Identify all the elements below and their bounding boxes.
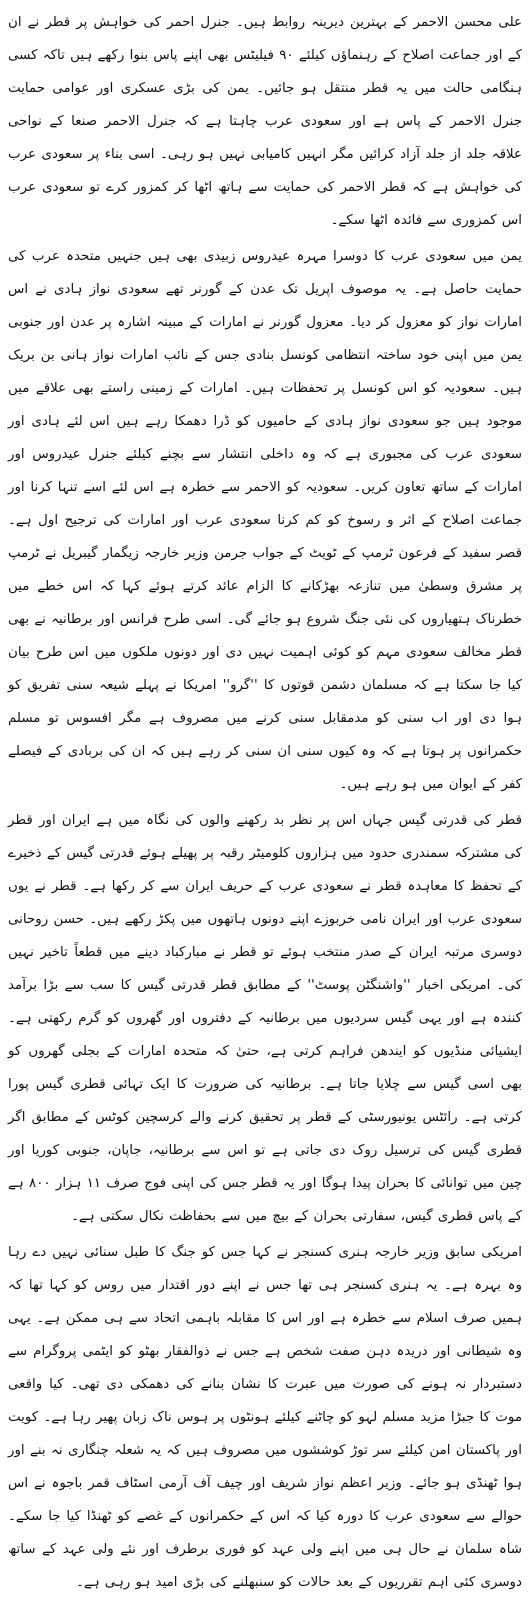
article-paragraph-4: امریکی سابق وزیر خارجہ ہنری کسنجر نے کہا جس کو جنگ کا طبل سنائی نہیں دے رہا وہ بہرہ ہے۔ یہ ہنری کسنجر ہی تھا جس نے اپنے دور اقتدار میں روس کو کہا تھا کہ ہمیں صرف اسلام سے خطرہ ہے اور اس کا مقابلہ باہمی اتحاد سے ہی ممکن ہے۔ یہی وہ شیطانی اور دریدہ دہن صفت شخص ہے جس نے ذوالفقار بھٹو کو ایٹمی پروگرام سے دستبردار نہ ہونے کی صورت میں عبرت کا نشان بنانے کی دھمکی دی تھی۔ کیا واقعی موت کا جبڑا مزید مسلم لہو کو چاٹنے کیلئے ہونٹوں پر ہوس ناک زبان پھیر رہا ہے۔ کویت اور پاکستان امن کیلئے سر توڑ کوششوں میں مصروف ہیں کہ یہ شعلہ چنگاری نہ بنے اور ہوا ٹھنڈی ہو جائے۔ وزیر اعظم نواز شریف اور چیف آف آرمی اسٹاف قمر باجوہ نے اس حوالے سے سعودی عرب کا دورہ کیا کہ اس کے حکمرانوں کے غصے کو ٹھنڈا کیا جا سکے۔ شاہ سلمان نے حال ہی میں اپنے ولی عہد کو فوری برطرف اور نئے ولی عہد کے ساتھ دوسری کئی اہم تقرریوں کے بعد حالات کو سنبھلنے کی بڑی امید ہو رہی ہے۔ [8, 1245, 522, 1590]
article-paragraph-1: علی محسن الاحمر کے بہترین دیرینہ روابط ہیں۔ جنرل احمر کی خواہش پر قطر نے ان کے اور جماعت اصلاح کے رہنماؤں کیلئے ۹۰ فیلیٹس بھی اپنے پاس بنوا رکھے ہیں تاکہ کسی ہنگامی حالت میں یہ قطر منتقل ہو جائیں۔ یمن کی بڑی عسکری اور عوامی حمایت جنرل الاحمر کے پاس ہے اور سعودی عرب چاہتا ہے کہ جنرل الاحمر صنعا کے نواحی علاقہ جلد از جلد آزاد کرائیں مگر انہیں کامیابی نہیں ہو رہی۔ اسی بناء پر سعودی عرب کی خواہش ہے کہ قطر الاحمر کی حمایت سے ہاتھ اٹھا کر کمزور کرے تو سعودی عرب اس کمزوری سے فائدہ اٹھا سکے۔ [8, 15, 522, 228]
article-paragraph-3: قطر کی قدرتی گیس جہاں اس پر نظر بد رکھنے والوں کی نگاہ میں ہے ایران اور قطر کی مشترکہ سمندری حدود میں ہزاروں کلومیٹر رقبہ پر پھیلے ہوئے قدرتی گیس کے ذخیرے کے تحفظ کا معاہدہ قطر نے سعودی عرب کے حریف ایران سے کر رکھا ہے۔ قطر نے یوں سعودی عرب اور ایران نامی خربوزے اپنے دونوں ہاتھوں میں پکڑ رکھے ہیں۔ حسن روحانی دوسری مرتبہ ایران کے صدر منتخب ہوئے تو قطر نے مبارکباد دینے میں قطعاً تاخیر نہیں کی۔ امریکی اخبار ''واشنگٹن پوسٹ'' کے مطابق قطر قدرتی گیس کا سب سے بڑا برآمد کنندہ ہے اور یہی گیس سردیوں میں برطانیہ کے دفتروں اور گھروں کو گرم رکھتی ہے۔ ایشیائی منڈیوں کو ایندھن فراہم کرتی ہے، حتیٰ کہ متحدہ امارات کے بجلی گھروں کو بھی اسی گیس سے چلایا جاتا ہے۔ برطانیہ کی ضرورت کا ایک تہائی قطری گیس پورا کرتی ہے۔ رائٹس یونیورسٹی کے قطر پر تحقیق کرنے والے کرسچین کوٹس کے مطابق اگر قطری گیس کی ترسیل روک دی جاتی ہے تو اس سے برطانیہ، جاپان، جنوبی کوریا اور چین میں توانائی کا بحران پیدا ہوگا اور یہ قطر جس کی اپنی فوج صرف ۱۱ ہزار ۸۰۰ ہے کے پاس قطری گیس، سفارتی بحران کے بیچ میں سے بحفاظت نکال سکتی ہے۔ [8, 813, 523, 1224]
article-paragraph-2: یمن میں سعودی عرب کا دوسرا مہرہ عیدروس زبیدی بھی ہیں جنہیں متحدہ عرب کی حمایت حاصل ہے۔ یہ موصوف اپریل تک عدن کے گورنر تھے سعودی نواز ہادی نے اس امارات نواز کو معزول کر دیا۔ معزول گورنر نے امارات کے مبینہ اشارہ پر عدن اور جنوبی یمن میں اپنی خود ساختہ انتظامی کونسل بنادی جس کے نائب امارات نواز ہانی بن بریک ہیں۔ سعودیہ کو اس کونسل پر تحفظات ہیں۔ امارات کے زمینی راستے بھی علاقے میں موجود ہیں جو سعودی نواز ہادی کے حامیوں کو ڈرا دھمکا رہے ہیں اس لئے ہادی اور سعودی عرب کی مجبوری ہے کہ وہ داخلی انتشار سے بچنے کیلئے جنرل عیدروس اور امارات کے ساتھ تعاون کریں۔ سعودیہ کو الاحمر سے خطرہ ہے اس لئے اسے تنہا کرنا اور جماعت اصلاح کے اثر و رسوخ کو کم کرنا سعودی عرب اور امارات کی ترجیح اول ہے۔ قصر سفید کے فرعون ٹرمپ کے ٹویٹ کے جواب جرمن وزیر خارجہ زیگمار گیبریل نے ٹرمپ پر مشرق وسطیٰ میں تنازعہ بھڑکانے کا الزام عائد کرتے ہوئے کہا کہ اس خطے میں خطرناک ہتھیاروں کی نئی جنگ شروع ہو جائے گی۔ اسی طرح فرانس اور برطانیہ نے بھی قطر مخالف سعودی مہم کو کوئی اہمیت نہیں دی اور دونوں ملکوں میں اس طرح بیان کیا جا سکتا ہے کہ مسلمان دشمن قوتوں کا ''گرو'' امریکا نے پہلے شیعہ سنی تفریق کو ہوا دی اور اب سنی کو مدمقابل سنی کرنے میں مصروف ہے مگر افسوس تو مسلم حکمرانوں پر ہوتا ہے کہ وہ کیوں سنی ان سنی کر رہے ہیں کہ ان کی بربادی کے فیصلے کفر کے ایوان میں ہو رہے ہیں۔ [8, 249, 522, 792]
